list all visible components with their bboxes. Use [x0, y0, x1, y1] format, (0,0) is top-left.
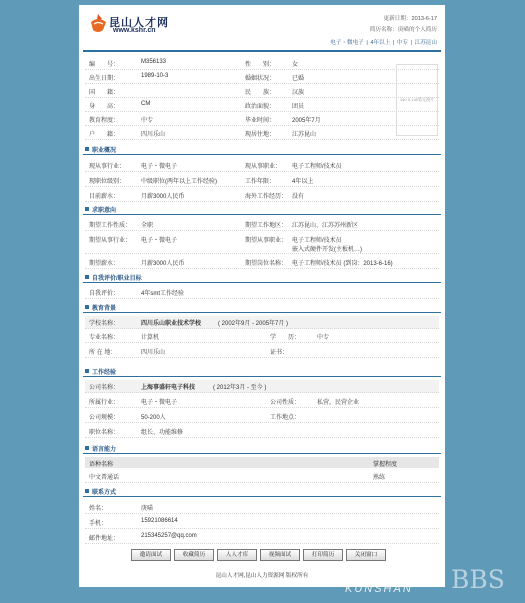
resume-title: 简历名称：庚喵的个人简历: [369, 27, 437, 33]
section-bullet-icon: [85, 275, 89, 279]
field-value: CM: [141, 101, 151, 107]
field-value: 计算机: [141, 335, 160, 341]
field-value: 江苏昆山: [292, 132, 317, 138]
field-label: 身 高：: [89, 104, 120, 110]
field-value: 已婚: [292, 76, 305, 82]
school-period: ( 2002年9月 - 2005年7月 ): [218, 321, 289, 327]
contact-row: [85, 531, 439, 544]
update-value: 2013-6-17: [411, 16, 437, 22]
field-label: 现职位级别：: [89, 179, 126, 185]
field-label: 工作年限：: [245, 179, 276, 185]
field-label: 期望薪水：: [89, 261, 120, 267]
video-interview-button[interactable]: 视频面试: [260, 549, 300, 561]
field-label: 现从事行业：: [89, 164, 126, 170]
field-label: 国 籍：: [89, 90, 120, 96]
field-label: 学 历：: [270, 335, 301, 341]
footer-copyright: 昆山人才网,昆山人力资源网 版权所有: [215, 573, 309, 579]
field-label: 证书：: [270, 350, 289, 356]
field-value: 团员: [292, 104, 305, 110]
language-name: 中文普通话: [89, 475, 120, 481]
field-label: 海外工作经历：: [245, 194, 288, 200]
section-bullet-icon: [85, 446, 89, 450]
tag-sep: |: [392, 40, 395, 46]
field-label: 目前薪水：: [89, 194, 120, 200]
watermark-bbs: BBS: [451, 565, 505, 594]
resume-tags: [329, 38, 437, 46]
column-header: 语种名称: [89, 462, 114, 468]
contact-row: [85, 501, 439, 514]
field-label: 性 别：: [245, 62, 276, 68]
save-resume-button[interactable]: 收藏简历: [174, 549, 214, 561]
section-header-contact: [83, 487, 441, 497]
photo-placeholder: 140 X 140暂无照片: [396, 64, 438, 136]
field-label: 婚姻状况：: [245, 76, 276, 82]
work-row: [85, 410, 439, 423]
section-header-language: [83, 444, 441, 454]
field-label: 期望从事行业：: [89, 238, 132, 244]
field-value: 中专: [141, 118, 154, 124]
contact-row: [85, 516, 439, 529]
tag-location: 江苏昆山: [414, 40, 437, 46]
tag-experience: 4年以上: [370, 40, 391, 46]
section-header-self: [83, 273, 441, 283]
field-label: 姓名：: [89, 506, 108, 512]
field-label: 公司性质：: [270, 400, 301, 406]
field-value: 电子・微电子: [141, 164, 178, 170]
field-label: 邮件地址：: [89, 536, 120, 542]
contact-phone: 15921086614: [141, 518, 178, 524]
field-label: 民 族：: [245, 90, 276, 96]
field-label: 手机：: [89, 521, 108, 527]
section-bullet-icon: [85, 305, 89, 309]
field-label: 期望工作性质：: [89, 223, 132, 229]
career-row: [85, 159, 439, 172]
company-name: 上海事盛轩电子科技: [141, 385, 196, 391]
field-value: 中专: [317, 335, 330, 341]
work-row: [85, 425, 439, 438]
career-row: [85, 189, 439, 202]
update-date: 更新日期：2013-6-17: [383, 16, 437, 22]
section-bullet-icon: [85, 489, 89, 493]
field-label: 现居住地：: [245, 132, 276, 138]
watermark-en: KUNSHAN: [345, 583, 413, 595]
section-title: 自我评价/职业目标: [92, 276, 142, 282]
education-row: [85, 345, 439, 358]
basic-row: [85, 85, 439, 98]
field-label: 学校名称：: [89, 321, 120, 327]
field-value: 中级职位(两年以上工作经验): [141, 179, 217, 185]
field-value: M356133: [141, 59, 167, 65]
field-value: 月薪3000人民币: [141, 261, 185, 267]
field-value: 电子工程师/技术员: [292, 164, 342, 170]
logo-text: 昆山人才网: [109, 17, 169, 29]
tag-education: 中专: [396, 40, 409, 46]
section-header-career: [83, 145, 441, 155]
field-value: 1989-10-3: [141, 73, 169, 79]
language-row: [85, 470, 439, 483]
field-value: 电子工程师/技术员: [292, 238, 342, 244]
print-resume-button[interactable]: 打印简历: [303, 549, 343, 561]
field-label: 工作地点：: [270, 415, 301, 421]
section-title: 职业概况: [92, 148, 117, 154]
field-label: 现从事职业：: [245, 164, 282, 170]
education-row: [85, 330, 439, 343]
company-period: ( 2012年3月 - 至今 ): [213, 385, 267, 391]
basic-row: [85, 71, 439, 84]
watermark-cn: 昆山论坛: [389, 569, 438, 583]
field-value: 电子工程师/技术员 (到岗：2013-6-16): [292, 261, 393, 267]
section-title: 联系方式: [92, 490, 117, 496]
section-header-work: [83, 367, 441, 377]
field-label: 教育程度：: [89, 118, 120, 124]
field-label: 所 在 地：: [89, 350, 117, 356]
close-window-button[interactable]: 关闭窗口: [346, 549, 386, 561]
field-label: 期望从事职业：: [245, 238, 288, 244]
section-title: 求职意向: [92, 208, 117, 214]
field-value: 全职: [141, 223, 154, 229]
field-value: 4年以上: [292, 179, 314, 185]
work-row: [85, 380, 439, 393]
basic-row: [85, 127, 439, 140]
field-label: 编 号：: [89, 62, 120, 68]
field-label: 自我评价：: [89, 291, 120, 297]
field-value: 嵌入式硬件开发(主板机…): [292, 247, 362, 253]
field-value: 四川乐山: [141, 350, 166, 356]
tag-sep: |: [366, 40, 368, 46]
self-row: [85, 286, 439, 299]
basic-row: [85, 57, 439, 70]
field-label: 公司名称：: [89, 385, 120, 391]
invite-interview-button[interactable]: 邀请面试: [131, 549, 171, 561]
section-title: 工作经验: [92, 370, 117, 376]
basic-row: [85, 113, 439, 126]
field-label: 期望工作地区：: [245, 223, 288, 229]
field-label: 所属行业：: [89, 400, 120, 406]
add-talent-pool-button[interactable]: 人人才库: [217, 549, 257, 561]
contact-email: 215345257@qq.com: [141, 533, 197, 539]
section-header-education: [83, 303, 441, 313]
language-table-header: [85, 457, 439, 468]
resume-label: 简历名称: [369, 27, 393, 33]
logo-icon: [88, 13, 108, 35]
section-header-intent: [83, 205, 441, 215]
resume-value: 庚喵的个人简历: [397, 27, 437, 33]
field-value: 月薪3000人民币: [141, 194, 185, 200]
section-title: 语言能力: [92, 447, 117, 453]
section-bullet-icon: [85, 147, 89, 151]
field-label: 出生日期：: [89, 76, 120, 82]
column-header: 掌握程度: [373, 462, 398, 468]
language-level: 熟练: [373, 475, 386, 481]
field-value: 组长、功能维修: [141, 430, 184, 436]
section-title: 教育背景: [92, 306, 117, 312]
field-value: 私营，民营企业: [317, 400, 360, 406]
tag-industry: 电子・微电子: [330, 40, 364, 46]
field-label: 公司规模：: [89, 415, 120, 421]
work-row: [85, 395, 439, 408]
field-value: 江苏昆山、江苏苏州新区: [292, 223, 359, 229]
field-value: 四川乐山: [141, 132, 166, 138]
update-label: 更新日期: [383, 16, 406, 22]
logo-url: www.kshr.cn: [113, 27, 156, 34]
field-label: 职位名称：: [89, 430, 120, 436]
section-bullet-icon: [85, 369, 89, 373]
contact-name: 庚喵: [141, 506, 154, 512]
career-row: [85, 174, 439, 187]
section-bullet-icon: [85, 207, 89, 211]
field-value: 电子・微电子: [141, 400, 178, 406]
education-row: [85, 316, 439, 329]
field-label: 期望岗位名称：: [245, 261, 288, 267]
field-value: 4年smt工作经验: [141, 291, 185, 297]
field-label: 毕业时间：: [245, 118, 276, 124]
field-value: 女: [292, 62, 299, 68]
tag-sep: |: [410, 40, 413, 46]
field-value: 电子・微电子: [141, 238, 178, 244]
field-label: 政治面貌：: [245, 104, 276, 110]
intent-row: [85, 218, 439, 231]
field-label: 户 籍：: [89, 132, 120, 138]
field-value: 没有: [292, 194, 305, 200]
school-name: 四川乐山职业技术学校: [141, 321, 202, 327]
field-value: 汉族: [292, 90, 305, 96]
field-value: 50-200人: [141, 415, 166, 421]
intent-row: [85, 256, 439, 269]
field-label: 专业名称：: [89, 335, 120, 341]
field-value: 2005年7月: [292, 118, 321, 124]
basic-row: [85, 99, 439, 112]
intent-row: [85, 233, 439, 254]
resume-sheet: [79, 5, 445, 587]
header-divider: [83, 50, 441, 52]
